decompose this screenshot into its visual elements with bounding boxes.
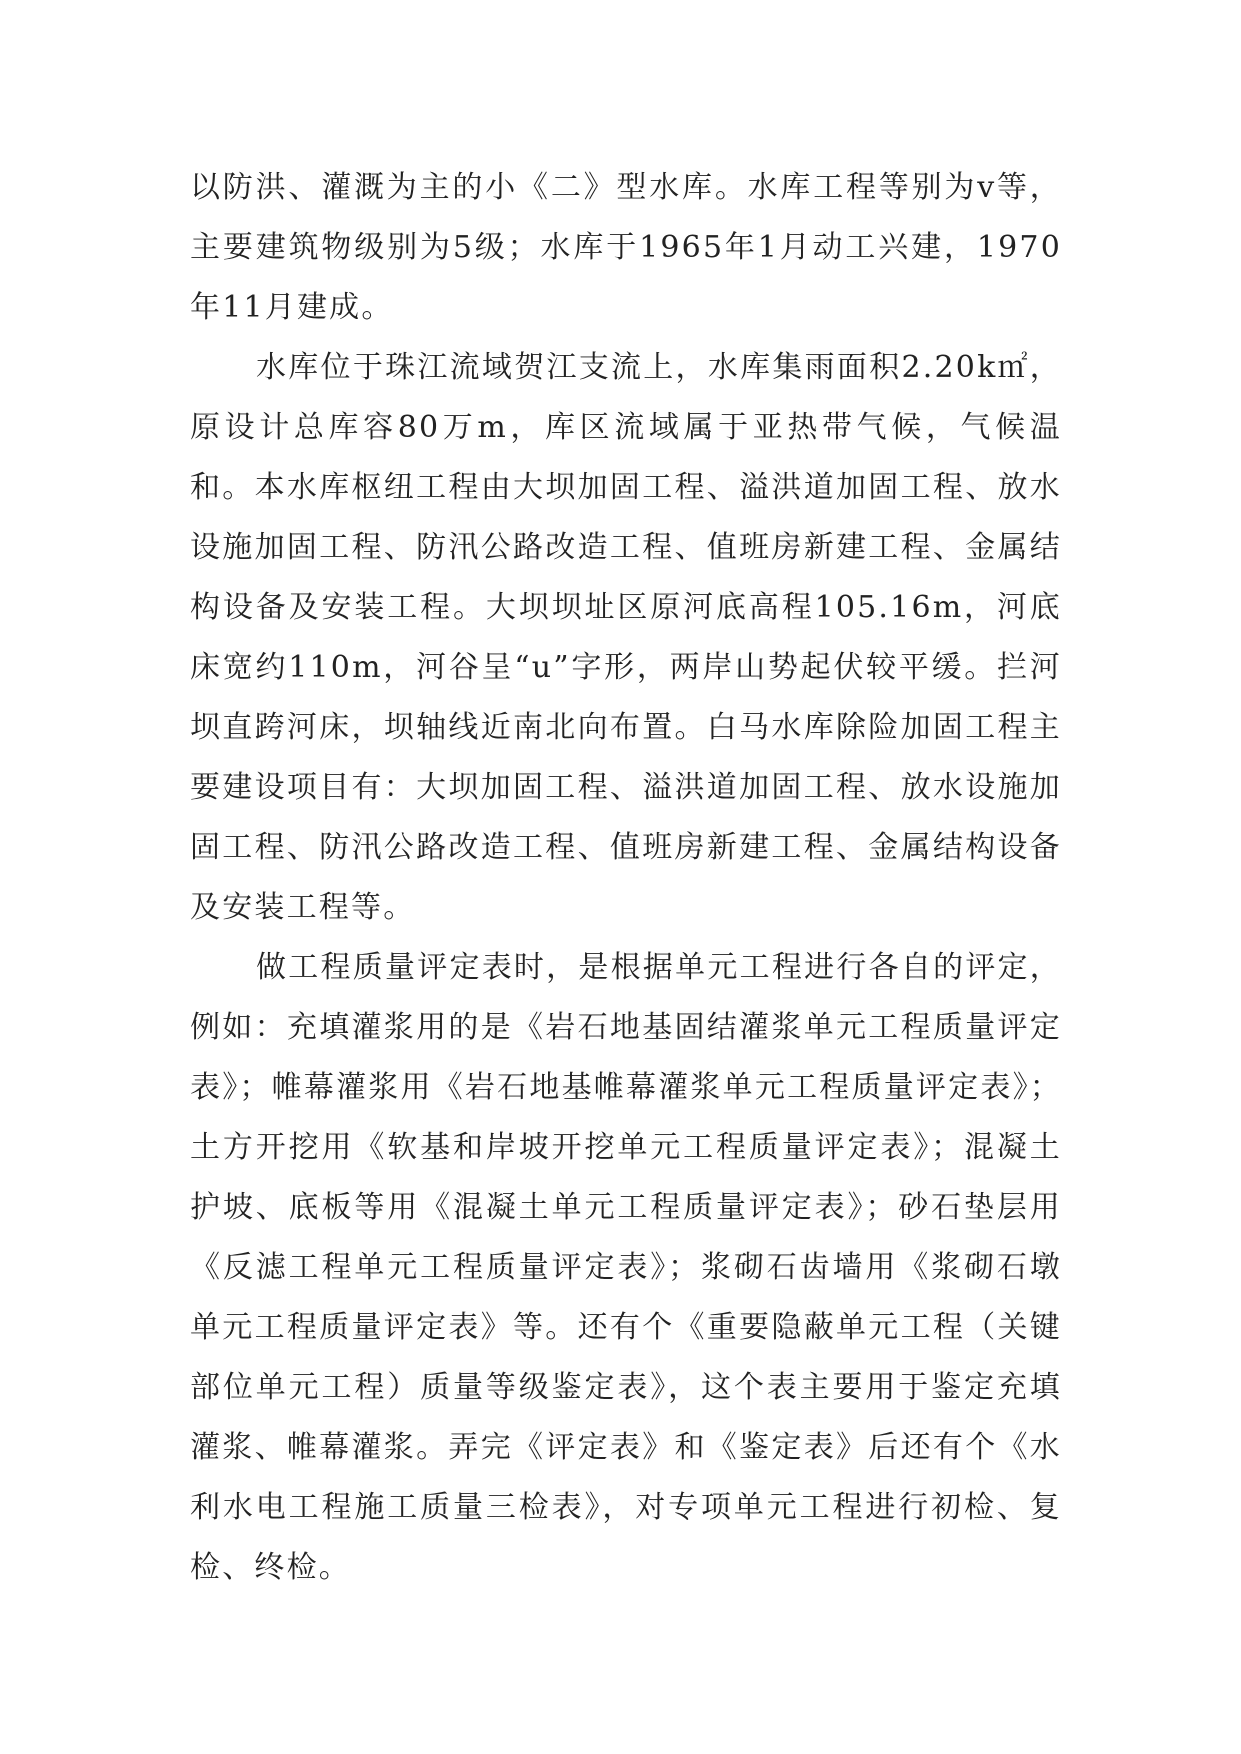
- paragraph-reservoir-overview: 水库位于珠江流域贺江支流上，水库集雨面积2.20k㎡，原设计总库容80万m，库区流域属于亚热带气候，气候温和。本水库枢纽工程由大坝加固工程、溢洪道加固工程、放水设施加固工程、防汛公路改造工程、值班房新建工程、金属结构设备及安装工程。大坝坝址区原河底高程105.16m，河底床宽约110m，河谷呈“u”字形，两岸山势起伏较平缓。拦河坝直跨河床，坝轴线近南北向布置。白马水库除险加固工程主要建设项目有：大坝加固工程、溢洪道加固工程、放水设施加固工程、防汛公路改造工程、值班房新建工程、金属结构设备及安装工程等。: [190, 350, 1062, 925]
- paragraph-continued: 以防洪、灌溉为主的小《二》型水库。水库工程等别为ⅴ等，主要建筑物级别为5级；水库于1965年1月动工兴建，1970年11月建成。: [190, 170, 1062, 325]
- body-text: [190, 158, 1062, 1598]
- paragraph-quality-assessment: 做工程质量评定表时，是根据单元工程进行各自的评定，例如：充填灌浆用的是《岩石地基固结灌浆单元工程质量评定表》；帷幕灌浆用《岩石地基帷幕灌浆单元工程质量评定表》；土方开挖用《软基和岸坡开挖单元工程质量评定表》；混凝土护坡、底板等用《混凝土单元工程质量评定表》；砂石垫层用《反滤工程单元工程质量评定表》；浆砌石齿墙用《浆砌石墩单元工程质量评定表》等。还有个《重要隐蔽单元工程（关键部位单元工程）质量等级鉴定表》，这个表主要用于鉴定充填灌浆、帷幕灌浆。弄完《评定表》和《鉴定表》后还有个《水利水电工程施工质量三检表》，对专项单元工程进行初检、复检、终检。: [190, 950, 1062, 1585]
